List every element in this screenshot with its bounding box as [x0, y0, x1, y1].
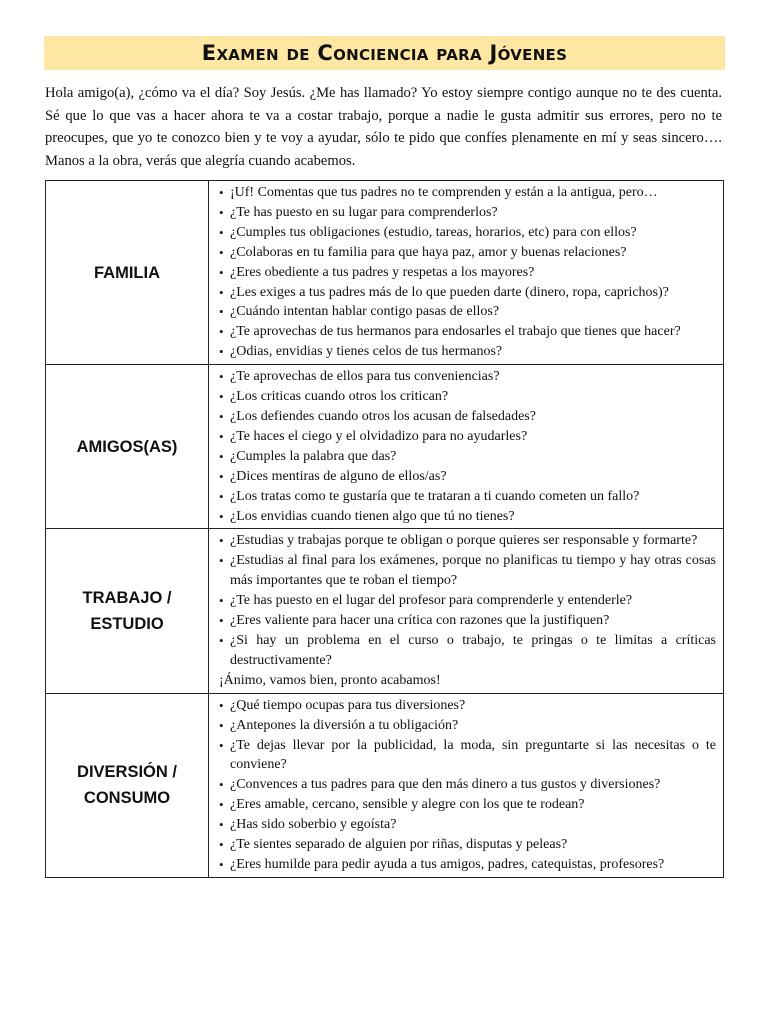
question-item: • ¿Los tratas como te gustaría que te trataran a ti cuando cometen un fallo?	[219, 487, 716, 507]
exam-table	[45, 180, 724, 878]
question-item: • ¿Eres humilde para pedir ayuda a tus amigos, padres, catequistas, profesores?	[219, 855, 716, 875]
question-item: • ¿Cumples la palabra que das?	[219, 447, 716, 467]
section-category: FAMILIA	[46, 181, 209, 365]
question-list	[219, 367, 716, 526]
question-item: • ¿Cuándo intentan hablar contigo pasas de ellos?	[219, 302, 716, 322]
question-item: • ¿Eres amable, cercano, sensible y alegre con los que te rodean?	[219, 795, 716, 815]
section-row	[46, 693, 724, 877]
question-item: • ¿Los envidias cuando tienen algo que tú no tienes?	[219, 507, 716, 527]
page-title: Examen de Conciencia para Jóvenes	[201, 41, 568, 65]
question-item: • ¡Uf! Comentas que tus padres no te comprenden y están a la antigua, pero…	[219, 183, 716, 203]
question-item: • ¿Qué tiempo ocupas para tus diversiones?	[219, 696, 716, 716]
section-row	[46, 365, 724, 529]
question-item: • ¿Convences a tus padres para que den más dinero a tus gustos y diversiones?	[219, 775, 716, 795]
question-item: • ¿Eres valiente para hacer una crítica con razones que la justifiquen?	[219, 611, 716, 631]
question-item: • ¿Eres obediente a tus padres y respetas a los mayores?	[219, 263, 716, 283]
question-item: • ¿Te has puesto en su lugar para comprenderlos?	[219, 203, 716, 223]
question-item: • ¿Los defiendes cuando otros los acusan de falsedades?	[219, 407, 716, 427]
section-questions	[209, 181, 724, 365]
question-item: • ¿Te aprovechas de ellos para tus conveniencias?	[219, 367, 716, 387]
question-item: • ¿Estudias al final para los exámenes, porque no planificas tu tiempo y hay otras cosas más importantes que te roban el tiempo?	[219, 551, 716, 591]
section-category: DIVERSIÓN / CONSUMO	[46, 693, 209, 877]
question-item: • ¿Estudias y trabajas porque te obligan o porque quieres ser responsable y formarte?	[219, 531, 716, 551]
question-item: • ¿Odias, envidias y tienes celos de tus hermanos?	[219, 342, 716, 362]
section-row	[46, 181, 724, 365]
question-item: • ¿Te aprovechas de tus hermanos para endosarles el trabajo que tienes que hacer?	[219, 322, 716, 342]
question-item: • ¿Les exiges a tus padres más de lo que pueden darte (dinero, ropa, caprichos)?	[219, 283, 716, 303]
question-list	[219, 696, 716, 875]
question-item: • ¿Dices mentiras de alguno de ellos/as?	[219, 467, 716, 487]
section-questions	[209, 529, 724, 693]
title-band	[44, 36, 725, 70]
question-item: • ¿Cumples tus obligaciones (estudio, tareas, horarios, etc) para con ellos?	[219, 223, 716, 243]
question-item: • ¿Colaboras en tu familia para que haya paz, amor y buenas relaciones?	[219, 243, 716, 263]
question-list	[219, 183, 716, 362]
question-list	[219, 531, 716, 670]
question-item: • ¿Los criticas cuando otros los critican?	[219, 387, 716, 407]
question-item: • ¿Antepones la diversión a tu obligación?	[219, 716, 716, 736]
question-item: • ¿Te sientes separado de alguien por riñas, disputas y peleas?	[219, 835, 716, 855]
section-category: AMIGOS(AS)	[46, 365, 209, 529]
section-questions	[209, 693, 724, 877]
question-item: • ¿Te haces el ciego y el olvidadizo para no ayudarles?	[219, 427, 716, 447]
section-category: TRABAJO / ESTUDIO	[46, 529, 209, 693]
encouragement-note: ¡Ánimo, vamos bien, pronto acabamos!	[219, 672, 441, 688]
intro-paragraph: Hola amigo(a), ¿cómo va el día? Soy Jesús. ¿Me has llamado? Yo estoy siempre contigo aunque no te des cuenta. Sé que lo que vas a hacer ahora te va a costar trabajo, porque a nadie le gusta admitir sus errores, pero no te preocupes, que yo te conozco bien y te voy a ayudar, sólo te pido que confíes plenamente en mí y seas sincero…. Manos a la obra, verás que alegría cuando acabemos.	[45, 85, 722, 169]
question-item: • ¿Has sido soberbio y egoísta?	[219, 815, 716, 835]
question-item: • ¿Te has puesto en el lugar del profesor para comprenderle y entenderle?	[219, 591, 716, 611]
section-questions	[209, 365, 724, 529]
section-row	[46, 529, 724, 693]
question-item: • ¿Si hay un problema en el curso o trabajo, te pringas o te limitas a críticas destructivamente?	[219, 631, 716, 671]
question-item: • ¿Te dejas llevar por la publicidad, la moda, sin preguntarte si las necesitas o te conviene?	[219, 736, 716, 776]
